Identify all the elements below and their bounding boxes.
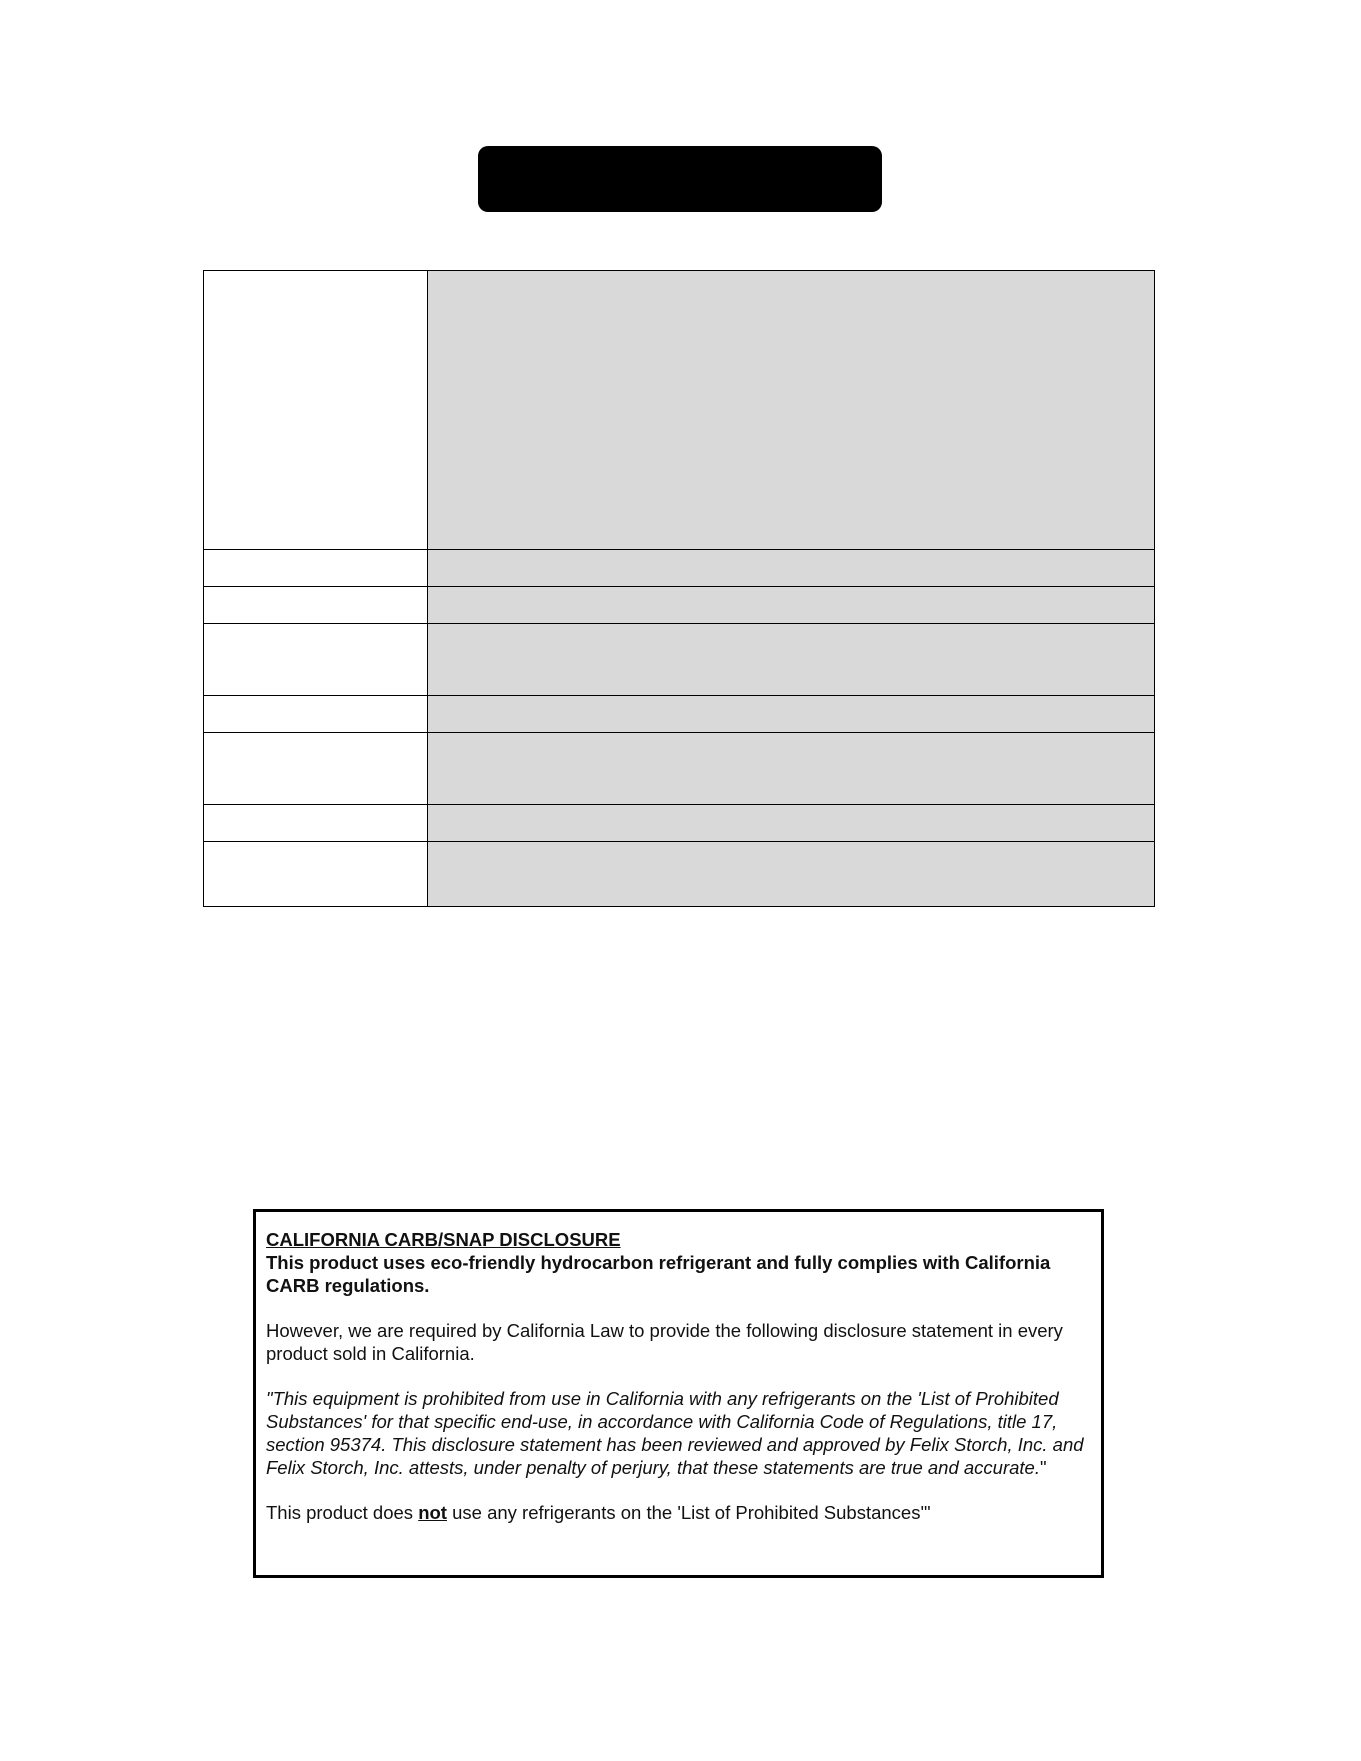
table-label-cell xyxy=(204,624,428,696)
redacted-title-bar xyxy=(478,146,882,212)
table-label-cell xyxy=(204,805,428,842)
disclosure-paragraph: However, we are required by California Law to provide the following disclosure statement in every product sold in California. xyxy=(266,1320,1063,1364)
table-row xyxy=(204,550,1155,587)
disclosure-final-end: use any refrigerants on the 'List of Prohibited Substances'" xyxy=(446,1502,931,1523)
spec-table xyxy=(203,270,1155,907)
disclosure-final-start: This product does xyxy=(266,1502,419,1523)
table-value-cell xyxy=(428,624,1155,696)
table-label-cell xyxy=(204,550,428,587)
disclosure-final-emphasis: not xyxy=(418,1502,447,1523)
table-value-cell xyxy=(428,587,1155,624)
disclosure-quote: "This equipment is prohibited from use in California with any refrigerants on the 'List of Prohibited Substances' for that specific end-use, in accordance with California Code of Regulations, title 17, section 95374. This disclosure statement has been reviewed and approved by Felix Storch, Inc. and Felix Storch, Inc. attests, under penalty of perjury, that these statements are true and accurate. xyxy=(266,1388,1084,1478)
table-value-cell xyxy=(428,550,1155,587)
table-label-cell xyxy=(204,587,428,624)
table-label-cell xyxy=(204,842,428,907)
table-row xyxy=(204,842,1155,907)
table-value-cell xyxy=(428,733,1155,805)
disclosure-bold-statement: This product uses eco-friendly hydrocarbon refrigerant and fully complies with California CARB regulations. xyxy=(266,1252,1051,1296)
table-row xyxy=(204,624,1155,696)
disclosure-quote-end: " xyxy=(1039,1457,1047,1478)
table-row xyxy=(204,733,1155,805)
table-label-cell xyxy=(204,271,428,550)
table-value-cell xyxy=(428,842,1155,907)
disclosure-quote-paragraph xyxy=(266,1387,1091,1479)
table-row xyxy=(204,271,1155,550)
table-row xyxy=(204,696,1155,733)
table-value-cell xyxy=(428,271,1155,550)
carb-snap-disclosure-box xyxy=(253,1209,1104,1578)
table-row xyxy=(204,805,1155,842)
disclosure-final-paragraph xyxy=(266,1501,1091,1524)
table-label-cell xyxy=(204,733,428,805)
table-label-cell xyxy=(204,696,428,733)
table-value-cell xyxy=(428,696,1155,733)
table-value-cell xyxy=(428,805,1155,842)
disclosure-heading: CALIFORNIA CARB/SNAP DISCLOSURE xyxy=(266,1229,621,1250)
table-row xyxy=(204,587,1155,624)
